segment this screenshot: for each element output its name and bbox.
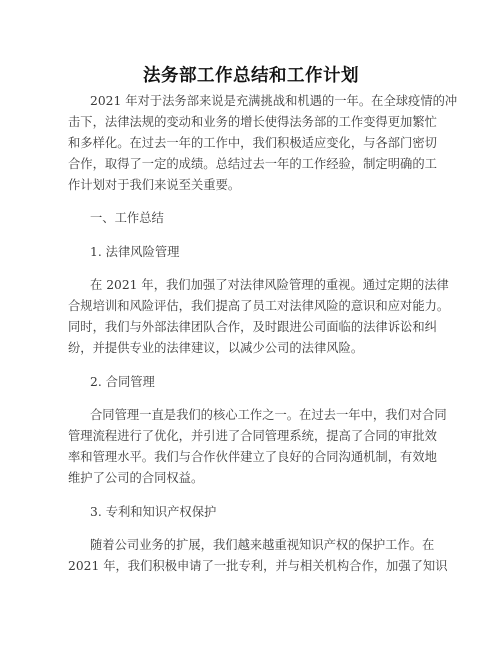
- item-heading: 1. 法律风险管理: [90, 245, 180, 259]
- paragraph-line: 合同管理一直是我们的核心工作之一。在过去一年中，我们对合同: [90, 408, 447, 422]
- item-heading: 3. 专利和知识产权保护: [90, 505, 217, 519]
- paragraph-line: 在 2021 年，我们加强了对法律风险管理的重视。通过定期的法律: [90, 278, 449, 292]
- intro-line: 2021 年对于法务部来说是充满挑战和机遇的一年。在全球疫情的冲: [90, 94, 458, 108]
- paragraph-line: 2021 年，我们积极申请了一批专利，并与相关机构合作，加强了知识: [68, 559, 448, 573]
- intro-line: 和多样化。在过去一年的工作中，我们积极适应变化，与各部门密切: [68, 136, 437, 150]
- intro-line: 作计划对于我们来说至关重要。: [68, 178, 241, 192]
- paragraph-line: 率和管理水平。我们与合作伙伴建立了良好的合同沟通机制，有效地: [68, 450, 437, 464]
- paragraph-line: 维护了公司的合同权益。: [68, 471, 204, 485]
- paragraph-line: 纷，并提供专业的法律建议，以减少公司的法律风险。: [68, 341, 364, 355]
- document-title: 法务部工作总结和工作计划: [143, 66, 359, 86]
- intro-line: 合作，取得了一定的成绩。总结过去一年的工作经验，制定明确的工: [68, 157, 437, 171]
- item-heading: 2. 合同管理: [90, 375, 155, 389]
- section-heading: 一、工作总结: [90, 211, 164, 225]
- paragraph-line: 管理流程进行了优化，并引进了合同管理系统，提高了合同的审批效: [68, 429, 437, 443]
- paragraph-line: 同时，我们与外部法律团队合作，及时跟进公司面临的法律诉讼和纠: [68, 320, 437, 334]
- intro-line: 击下，法律法规的变动和业务的增长使得法务部的工作变得更加繁忙: [68, 115, 437, 129]
- paragraph-line: 随着公司业务的扩展，我们越来越重视知识产权的保护工作。在: [90, 538, 435, 552]
- paragraph-line: 合规培训和风险评估，我们提高了员工对法律风险的意识和应对能力。: [68, 299, 450, 313]
